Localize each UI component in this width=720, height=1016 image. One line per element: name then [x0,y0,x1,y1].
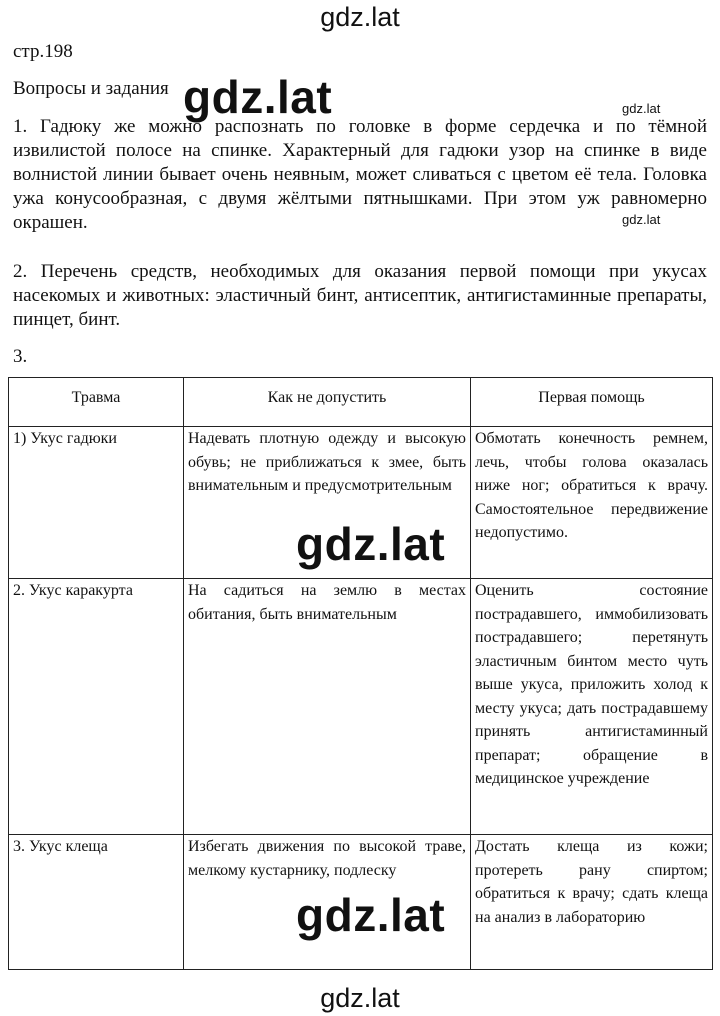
cell-first-aid: Достать клеща из кожи; протереть рану спиртом; обратиться к врачу; сдать клеща на анализ в лабораторию [471,835,713,970]
answer-3-label: 3. [13,346,28,367]
watermark-small: gdz.lat [622,101,661,116]
cell-prevention: Надевать плотную одежду и высокую обувь; не приближаться к змее, быть внимательным и предусмотрительным [184,427,471,579]
cell-first-aid: Оценить состояние пострадавшего, иммобилизовать пострадавшего; перетянуть эластичным бинтом место чуть выше укуса, приложить холод к месту укуса; дать пострадавшему принять антигистаминный препарат; обращение в медицинское учреждение [471,579,713,835]
header-injury: Травма [9,378,184,427]
watermark-overlay: gdz.lat [296,889,446,941]
answer-2: 2. Перечень средств, необходимых для оказания первой помощи при укусах насекомых и животных: эластичный бинт, антисептик, антигистаминные препараты, пинцет, бинт. [13,261,707,330]
cell-first-aid: Обмотать конечность ремнем, лечь, чтобы голова оказалась ниже ног; обратиться к врачу. Самостоятельное передвижение недопустимо. [471,427,713,579]
watermark-overlay: gdz.lat [296,518,446,570]
header-prevention: Как не допустить [184,378,471,427]
answer-1: 1. Гадюку же можно распознать по головке в форме сердечка и по тёмной извилистой полосе на спинке. Характерный для гадюки узор на спинке в виде волнистой линии бывает очень неявным, может сливаться с цветом её тела. Головка ужа конусообразная, с двумя жёлтыми пятнышками. При этом уж равномерно окрашен. [13,116,707,233]
cell-injury: 1) Укус гадюки [9,427,184,579]
first-aid-table [8,377,713,970]
cell-injury: 3. Укус клеща [9,835,184,970]
table-header-row [9,378,713,427]
header-first-aid: Первая помощь [471,378,713,427]
watermark-top: gdz.lat [320,2,400,32]
cell-prevention: Избегать движения по высокой траве, мелкому кустарнику, подлеску [184,835,471,970]
table-row [9,579,713,835]
watermark-bottom: gdz.lat [320,983,400,1013]
cell-injury: 2. Укус каракурта [9,579,184,835]
section-title: Вопросы и задания [13,78,169,99]
cell-prevention: На садиться на землю в местах обитания, быть внимательным [184,579,471,835]
watermark-overlay: gdz.lat [183,71,333,123]
watermark-small: gdz.lat [622,212,661,227]
page-reference: стр.198 [13,41,73,62]
